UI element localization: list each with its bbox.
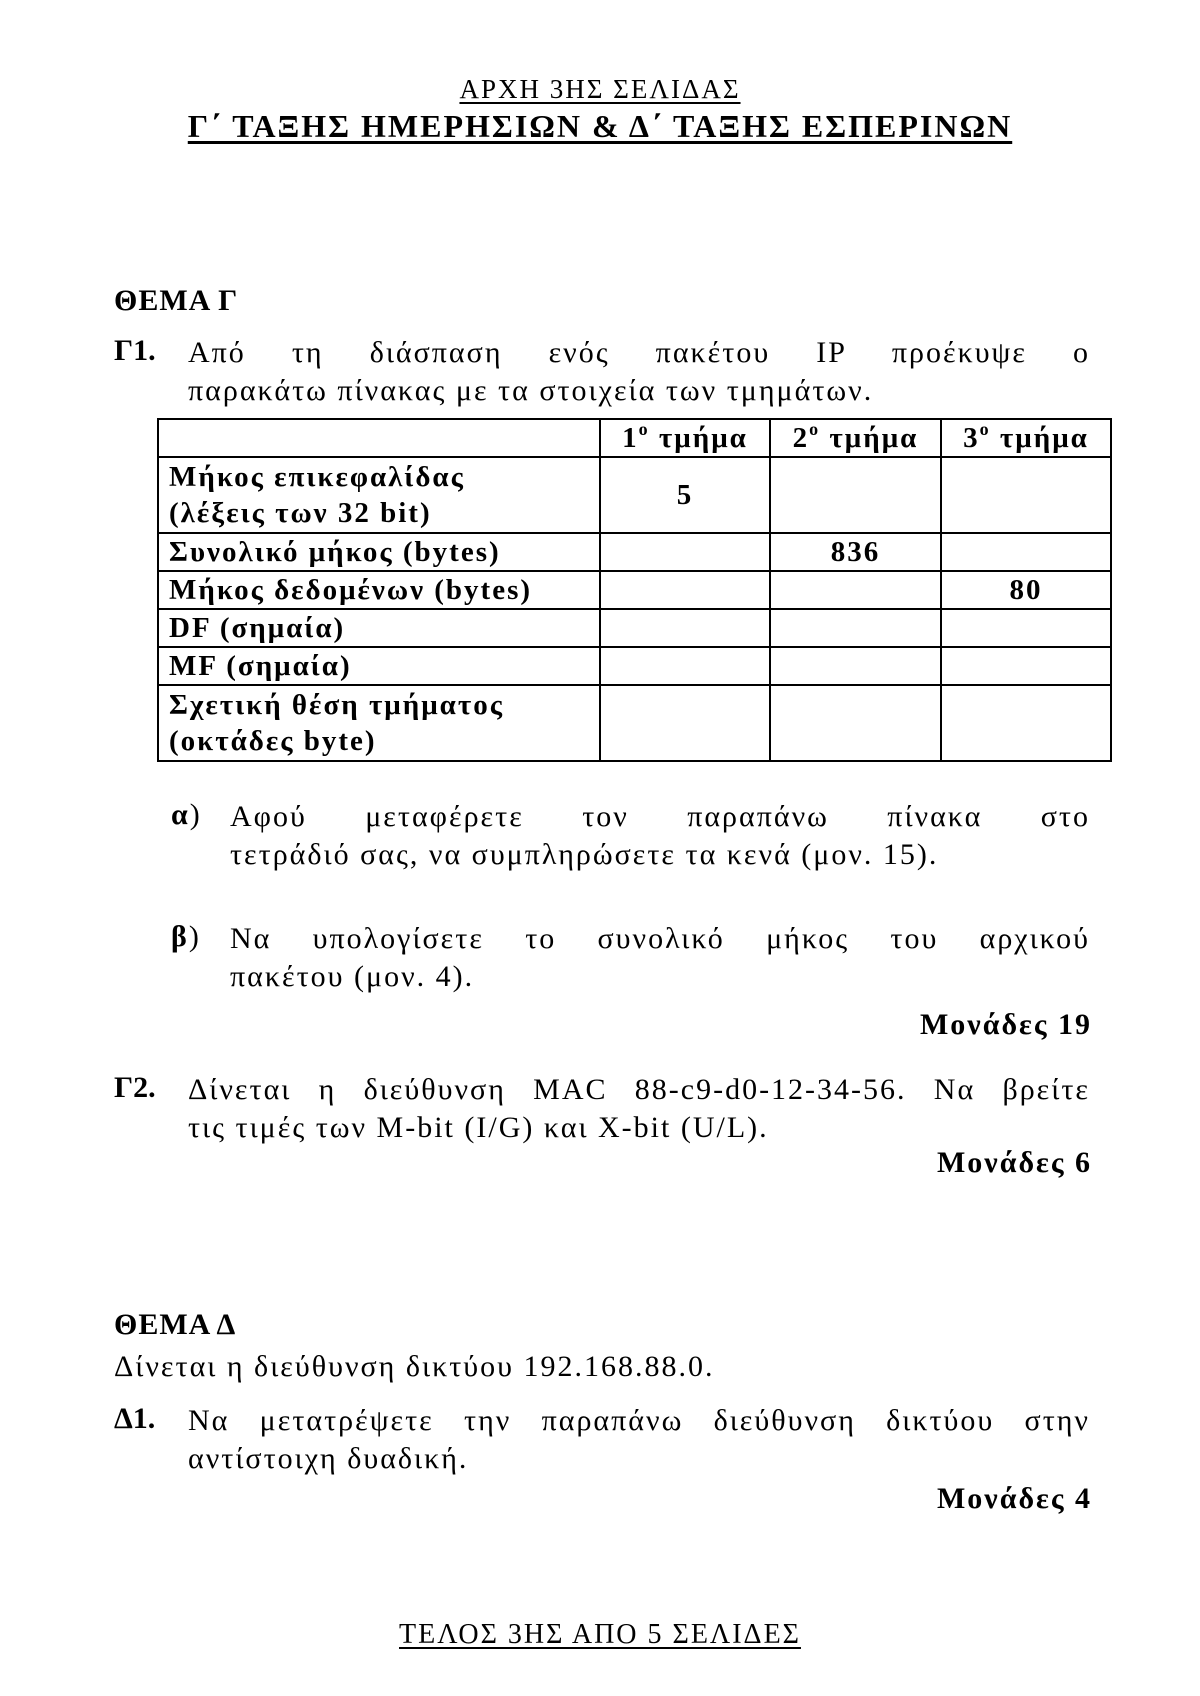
column-header-1: $1^o$ τμήμα xyxy=(600,419,770,457)
subquestion-b-label: β) xyxy=(171,920,201,953)
cell-value xyxy=(770,609,941,647)
marks-d1: Μονάδες 4 xyxy=(936,1482,1092,1515)
cell-value xyxy=(600,609,770,647)
table-row xyxy=(158,533,1111,571)
question-number-d1: Δ1. xyxy=(114,1402,156,1435)
row-label-df: DF (σημαία) xyxy=(158,609,600,647)
cell-value xyxy=(600,533,770,571)
cell-value xyxy=(600,685,770,761)
table-row xyxy=(158,457,1111,533)
table-corner-cell xyxy=(158,419,600,457)
subquestion-a-line1: Αφού μεταφέρετε τον παραπάνω πίνακα στο xyxy=(230,800,1090,833)
page-footer: ΤΕΛΟΣ 3ΗΣ ΑΠΟ 5 ΣΕΛΙΔΕΣ xyxy=(399,1619,801,1650)
section-heading-g: ΘΕΜΑ Γ xyxy=(114,284,239,317)
table-row xyxy=(158,571,1111,609)
cell-value xyxy=(600,571,770,609)
row-label-total-length: Συνολικό μήκος (bytes) xyxy=(158,533,600,571)
cell-value xyxy=(770,457,941,533)
cell-value xyxy=(941,457,1111,533)
marks-g2: Μονάδες 6 xyxy=(936,1146,1092,1179)
table-row xyxy=(158,647,1111,685)
cell-value xyxy=(770,571,941,609)
cell-value: 836 xyxy=(770,533,941,571)
table-header-row xyxy=(158,419,1111,457)
marks-g1: Μονάδες 19 xyxy=(919,1008,1092,1041)
cell-value xyxy=(600,647,770,685)
table-row xyxy=(158,609,1111,647)
theme-d-intro: Δίνεται η διεύθυνση δικτύου 192.168.88.0. xyxy=(114,1350,715,1383)
subquestion-a-line2: τετράδιό σας, να συμπληρώσετε τα κενά (μον. 15). xyxy=(230,838,939,871)
row-label-header-length: Μήκος επικεφαλίδας (λέξεις των 32 bit) xyxy=(158,457,600,533)
cell-value xyxy=(941,609,1111,647)
page-title: Γ΄ ΤΑΞΗΣ ΗΜΕΡΗΣΙΩΝ & Δ΄ ΤΑΞΗΣ ΕΣΠΕΡΙΝΩΝ xyxy=(187,108,1013,144)
question-g2-line2: τις τιμές των M-bit (I/G) και X-bit (U/L). xyxy=(188,1111,769,1144)
column-header-2: $2^o$ τμήμα xyxy=(770,419,941,457)
subquestion-b-line1: Να υπολογίσετε το συνολικό μήκος του αρχικού xyxy=(230,922,1090,955)
section-heading-d: ΘΕΜΑ Δ xyxy=(114,1308,237,1341)
cell-value xyxy=(770,647,941,685)
row-label-fragment-offset: Σχετική θέση τμήματος (οκτάδες byte) xyxy=(158,685,600,761)
subquestion-b-line2: πακέτου (μον. 4). xyxy=(230,960,475,993)
column-header-3: $3^o$ τμήμα xyxy=(941,419,1111,457)
cell-value xyxy=(941,533,1111,571)
cell-value: 5 xyxy=(600,457,770,533)
question-number-g2: Γ2. xyxy=(114,1071,156,1104)
fragment-table xyxy=(157,418,1112,762)
cell-value: 80 xyxy=(941,571,1111,609)
cell-value xyxy=(941,647,1111,685)
row-label-mf: MF (σημαία) xyxy=(158,647,600,685)
page-top-label: ΑΡΧΗ 3ΗΣ ΣΕΛΙΔΑΣ xyxy=(459,74,741,104)
question-d1-line1: Να μετατρέψετε την παραπάνω διεύθυνση δικτύου στην xyxy=(188,1404,1090,1437)
subquestion-a-label: α) xyxy=(171,798,202,831)
cell-value xyxy=(770,685,941,761)
cell-value xyxy=(941,685,1111,761)
question-number-g1: Γ1. xyxy=(114,334,156,367)
question-g1-line2: παρακάτω πίνακας με τα στοιχεία των τμημάτων. xyxy=(188,374,874,407)
question-g1-line1: Από τη διάσπαση ενός πακέτου IP προέκυψε ο xyxy=(188,336,1090,369)
row-label-data-length: Μήκος δεδομένων (bytes) xyxy=(158,571,600,609)
question-g2-line1: Δίνεται η διεύθυνση MAC 88-c9-d0-12-34-56. Να βρείτε xyxy=(188,1073,1090,1106)
question-d1-line2: αντίστοιχη δυαδική. xyxy=(188,1442,469,1475)
table-row xyxy=(158,685,1111,761)
